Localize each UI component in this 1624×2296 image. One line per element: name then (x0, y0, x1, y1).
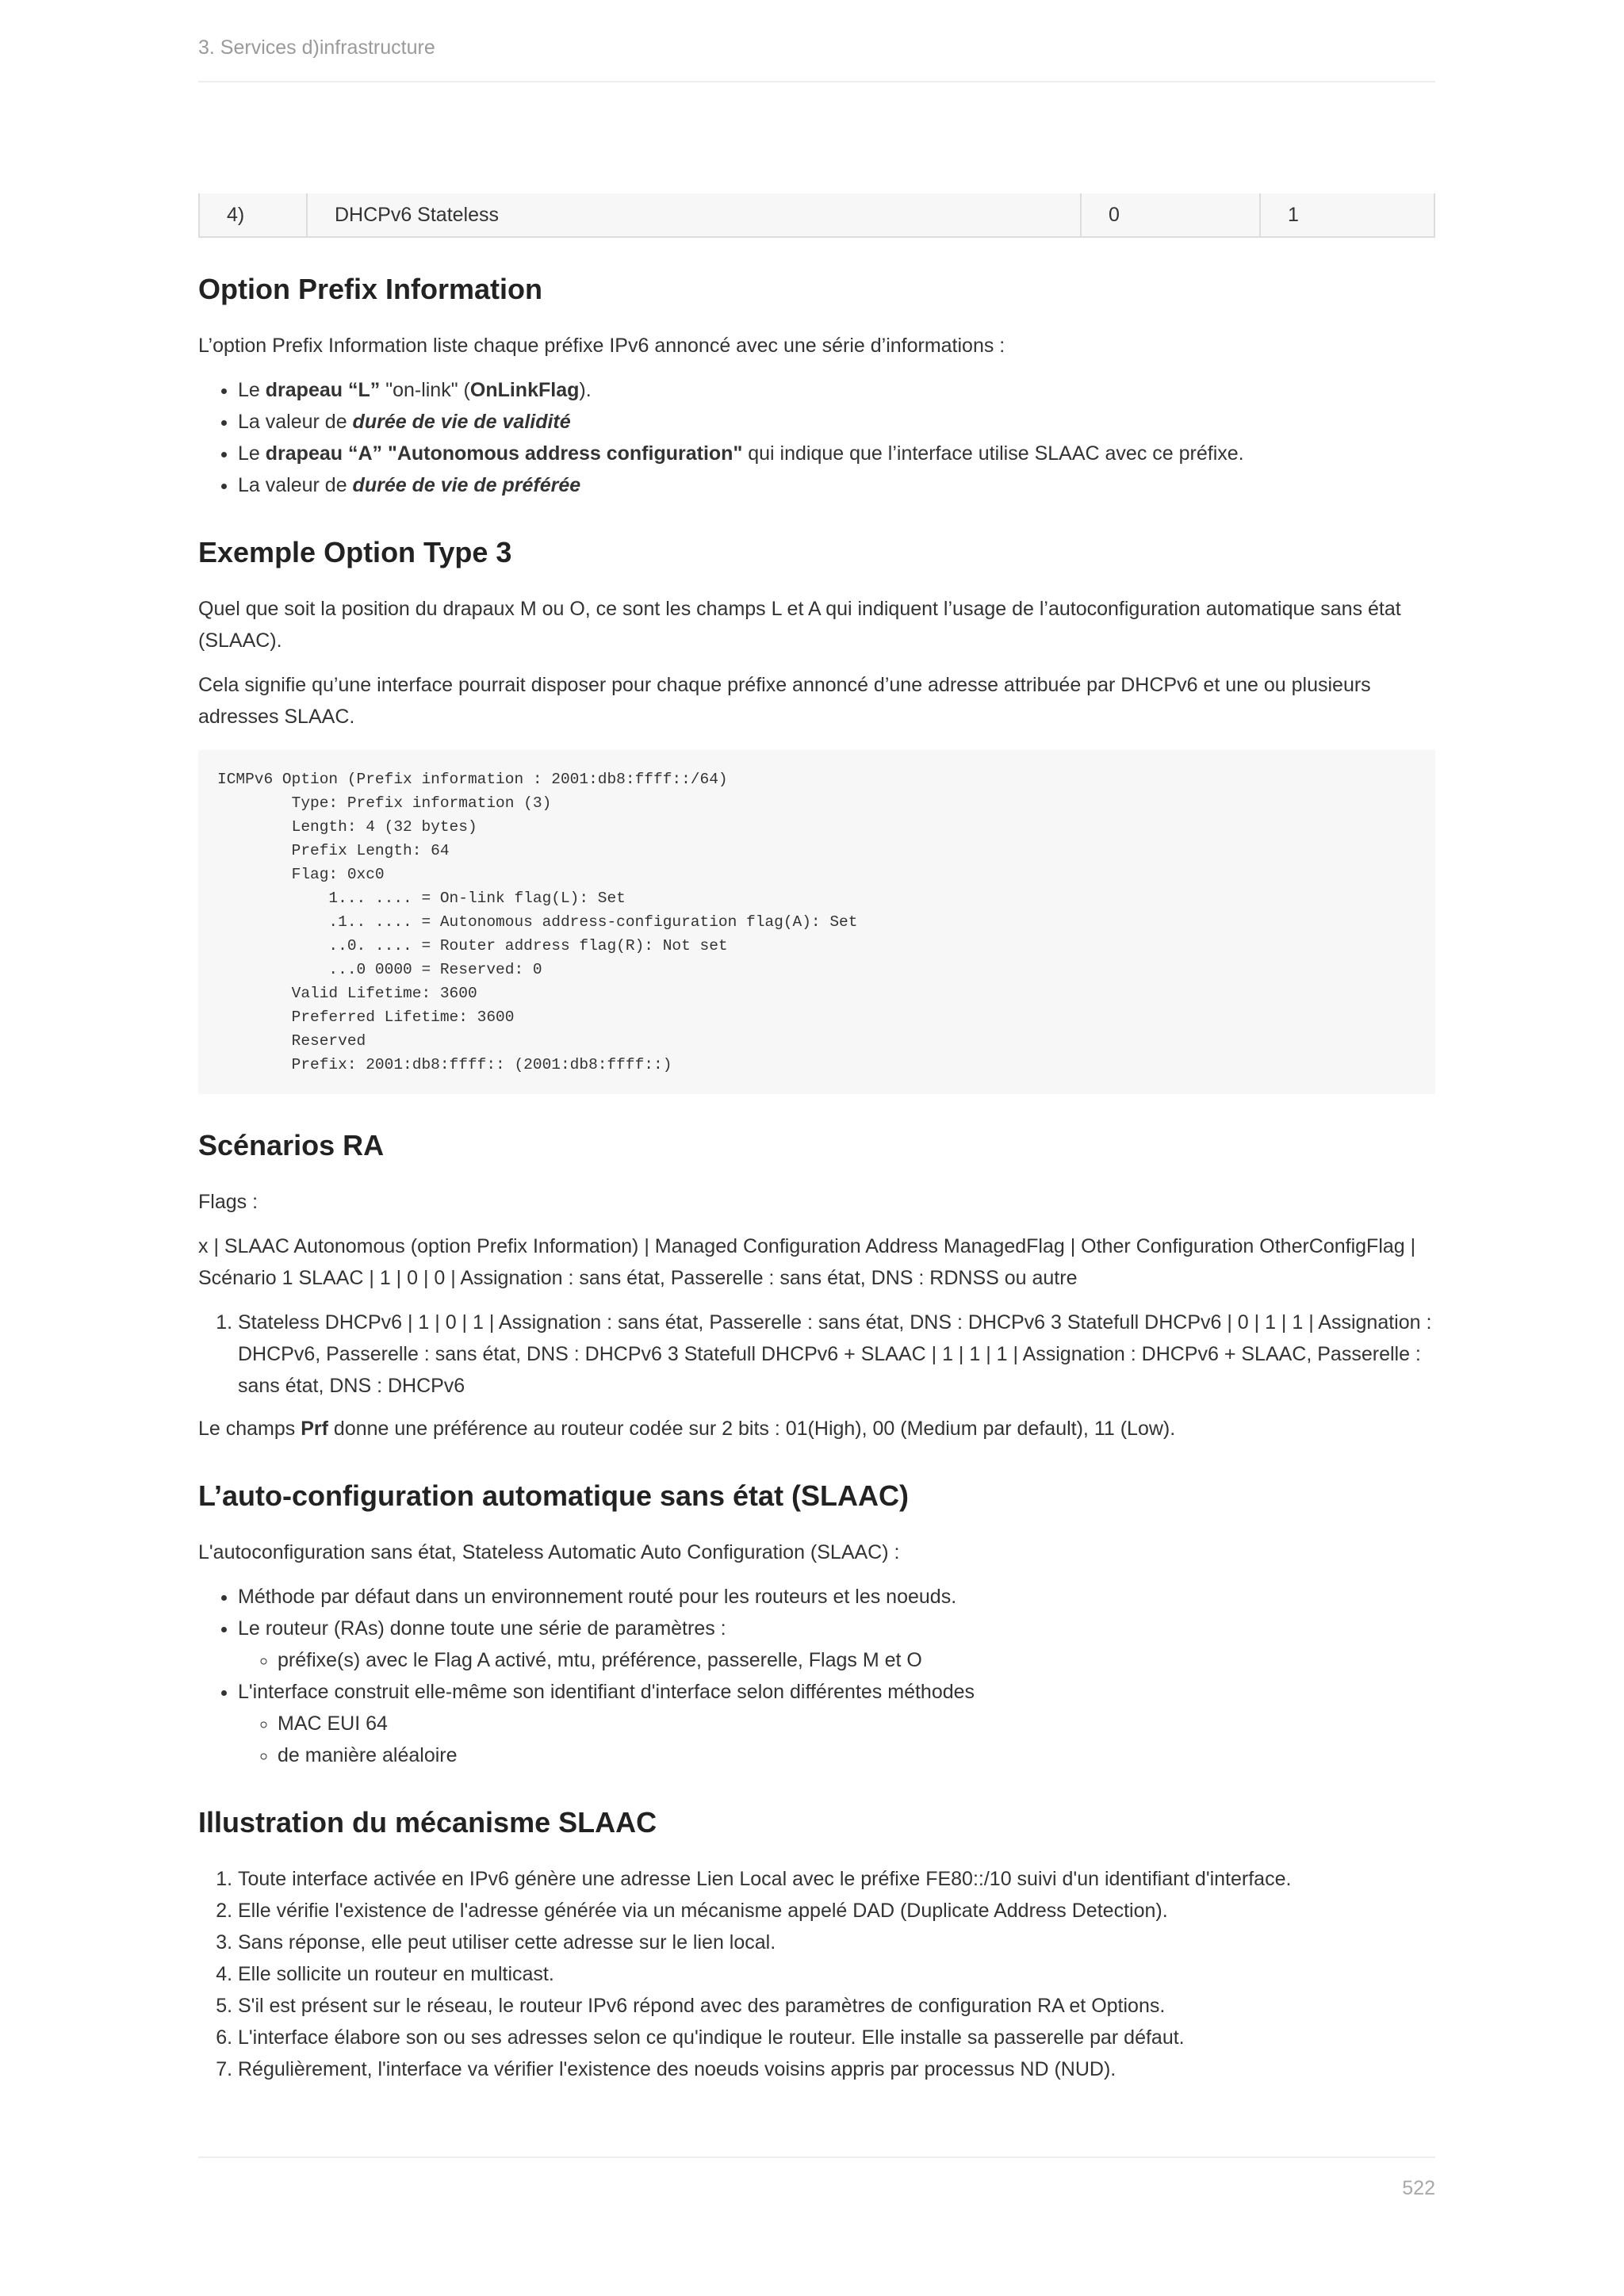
heading-slaac: L’auto-configuration automatique sans état (SLAAC) (198, 1479, 910, 1512)
example-paragraph-1: Quel que soit la position du drapaux M ou O, ce sont les champs L et A qui indiquent l’usage de l’autoconfiguration automatique sans état (SLAAC). (198, 598, 1401, 652)
table-cell-o: 1 (1260, 193, 1434, 237)
flags-table (198, 193, 1435, 238)
step-item: 1. Toute interface activée en IPv6 génère une adresse Lien Local avec le préfixe FE80::/10 suivi d'un identifiant d'interface. (238, 1863, 1435, 1895)
list-item: • La valeur de durée de vie de validité (238, 406, 1435, 438)
page-footer (198, 2156, 1435, 2221)
table-cell-name: DHCPv6 Stateless (307, 193, 1081, 237)
list-item: • La valeur de durée de vie de préférée (238, 469, 1435, 501)
prf-paragraph: Le champs Prf donne une préférence au routeur codée sur 2 bits : 01(High), 00 (Medium par default), 11 (Low). (198, 1418, 1176, 1440)
scenarios-table-text: x | SLAAC Autonomous (option Prefix Information) | Managed Configuration Address ManagedFlag | Other Configuration OtherConfigFlag | Scénario 1 SLAAC | 1 | 0 | 0 | Assignation : sans état, Passerelle : sans état, DNS : RDNSS ou autre (198, 1235, 1416, 1289)
code-block: ICMPv6 Option (Prefix information : 2001:db8:ffff::/64) Type: Prefix information (3) Length: 4 (32 bytes) Prefix Length: 64 Flag: 0xc0 1... .... = On-link flag(L): Set .1.. .... = Autonomous address-configuration flag(A): Set ..0. .... = Router address flag(R): Not set ...0 0000 = Reserved: 0 Valid Lifetime: 3600 Preferred Lifetime: 3600 Reserved Prefix: 2001:db8:ffff:: (2001:db8:ffff::) (198, 750, 1435, 1094)
slaac-list (198, 1581, 1435, 1771)
sub-list-item: ◦ préfixe(s) avec le Flag A activé, mtu, préférence, passerelle, Flags M et O (278, 1644, 1435, 1676)
list-item: • L'interface construit elle-même son identifiant d'interface selon différentes méthodes ◦ MAC EUI 64 ◦ de manière aléaloire (238, 1676, 1435, 1771)
example-paragraph-2: Cela signifie qu’une interface pourrait disposer pour chaque préfixe annoncé d’une adresse attribuée par DHCPv6 et une ou plusieurs adresses SLAAC. (198, 674, 1371, 728)
list-item: • Le drapeau “L” "on-link" (OnLinkFlag). (238, 374, 1435, 406)
heading-example-option: Exemple Option Type 3 (198, 536, 512, 568)
sub-list-item: ◦ de manière aléaloire (278, 1739, 1435, 1771)
sub-list (238, 1708, 1435, 1771)
header-title: 3. Services d)infrastructure (198, 36, 435, 59)
step-item: 7. Régulièrement, l'interface va vérifier l'existence des noeuds voisins appris par processus ND (NUD). (238, 2053, 1435, 2085)
scenarios-list (198, 1307, 1435, 1402)
prefix-list (198, 374, 1435, 501)
step-item: 5. S'il est présent sur le réseau, le routeur IPv6 répond avec des paramètres de configuration RA et Options. (238, 1990, 1435, 2022)
table-cell-m: 0 (1081, 193, 1260, 237)
heading-illustration-slaac: Illustration du mécanisme SLAAC (198, 1806, 657, 1839)
slaac-intro: L'autoconfiguration sans état, Stateless Automatic Auto Configuration (SLAAC) : (198, 1541, 900, 1563)
sub-list (238, 1644, 1435, 1676)
page-number: 522 (1402, 2177, 1435, 2199)
table-row (199, 193, 1434, 237)
prefix-intro: L’option Prefix Information liste chaque préfixe IPv6 annoncé avec une série d’informations : (198, 335, 1005, 357)
flags-label: Flags : (198, 1191, 259, 1213)
list-item: • Le routeur (RAs) donne toute une série de paramètres : ◦ préfixe(s) avec le Flag A activé, mtu, préférence, passerelle, Flags M et O (238, 1613, 1435, 1676)
list-item: • Le drapeau “A” "Autonomous address configuration" qui indique que l’interface utilise SLAAC avec ce préfixe. (238, 438, 1435, 469)
table-cell-num: 4) (199, 193, 307, 237)
illustration-steps (198, 1863, 1435, 2085)
sub-list-item: ◦ MAC EUI 64 (278, 1708, 1435, 1739)
step-item: 4. Elle sollicite un routeur en multicast. (238, 1958, 1435, 1990)
heading-scenarios-ra: Scénarios RA (198, 1129, 385, 1161)
heading-prefix-information: Option Prefix Information (198, 273, 543, 305)
step-item: 6. L'interface élabore son ou ses adresses selon ce qu'indique le routeur. Elle installe sa passerelle par défaut. (238, 2022, 1435, 2053)
main-content (198, 193, 1435, 2096)
list-item: • Méthode par défaut dans un environnement routé pour les routeurs et les noeuds. (238, 1581, 1435, 1613)
step-item: 3. Sans réponse, elle peut utiliser cette adresse sur le lien local. (238, 1927, 1435, 1958)
page-header (198, 36, 1435, 82)
list-item: 1. Stateless DHCPv6 | 1 | 0 | 1 | Assignation : sans état, Passerelle : sans état, DNS : DHCPv6 3 Statefull DHCPv6 | 0 | 1 | 1 | Assignation : DHCPv6, Passerelle : sans état, DNS : DHCPv6 3 Statefull DHCPv6 + SLAAC | 1 | 1 | 1 | Assignation : DHCPv6 + SLAAC, Passerelle : sans état, DNS : DHCPv6 (238, 1307, 1435, 1402)
step-item: 2. Elle vérifie l'existence de l'adresse générée via un mécanisme appelé DAD (Duplicate Address Detection). (238, 1895, 1435, 1927)
